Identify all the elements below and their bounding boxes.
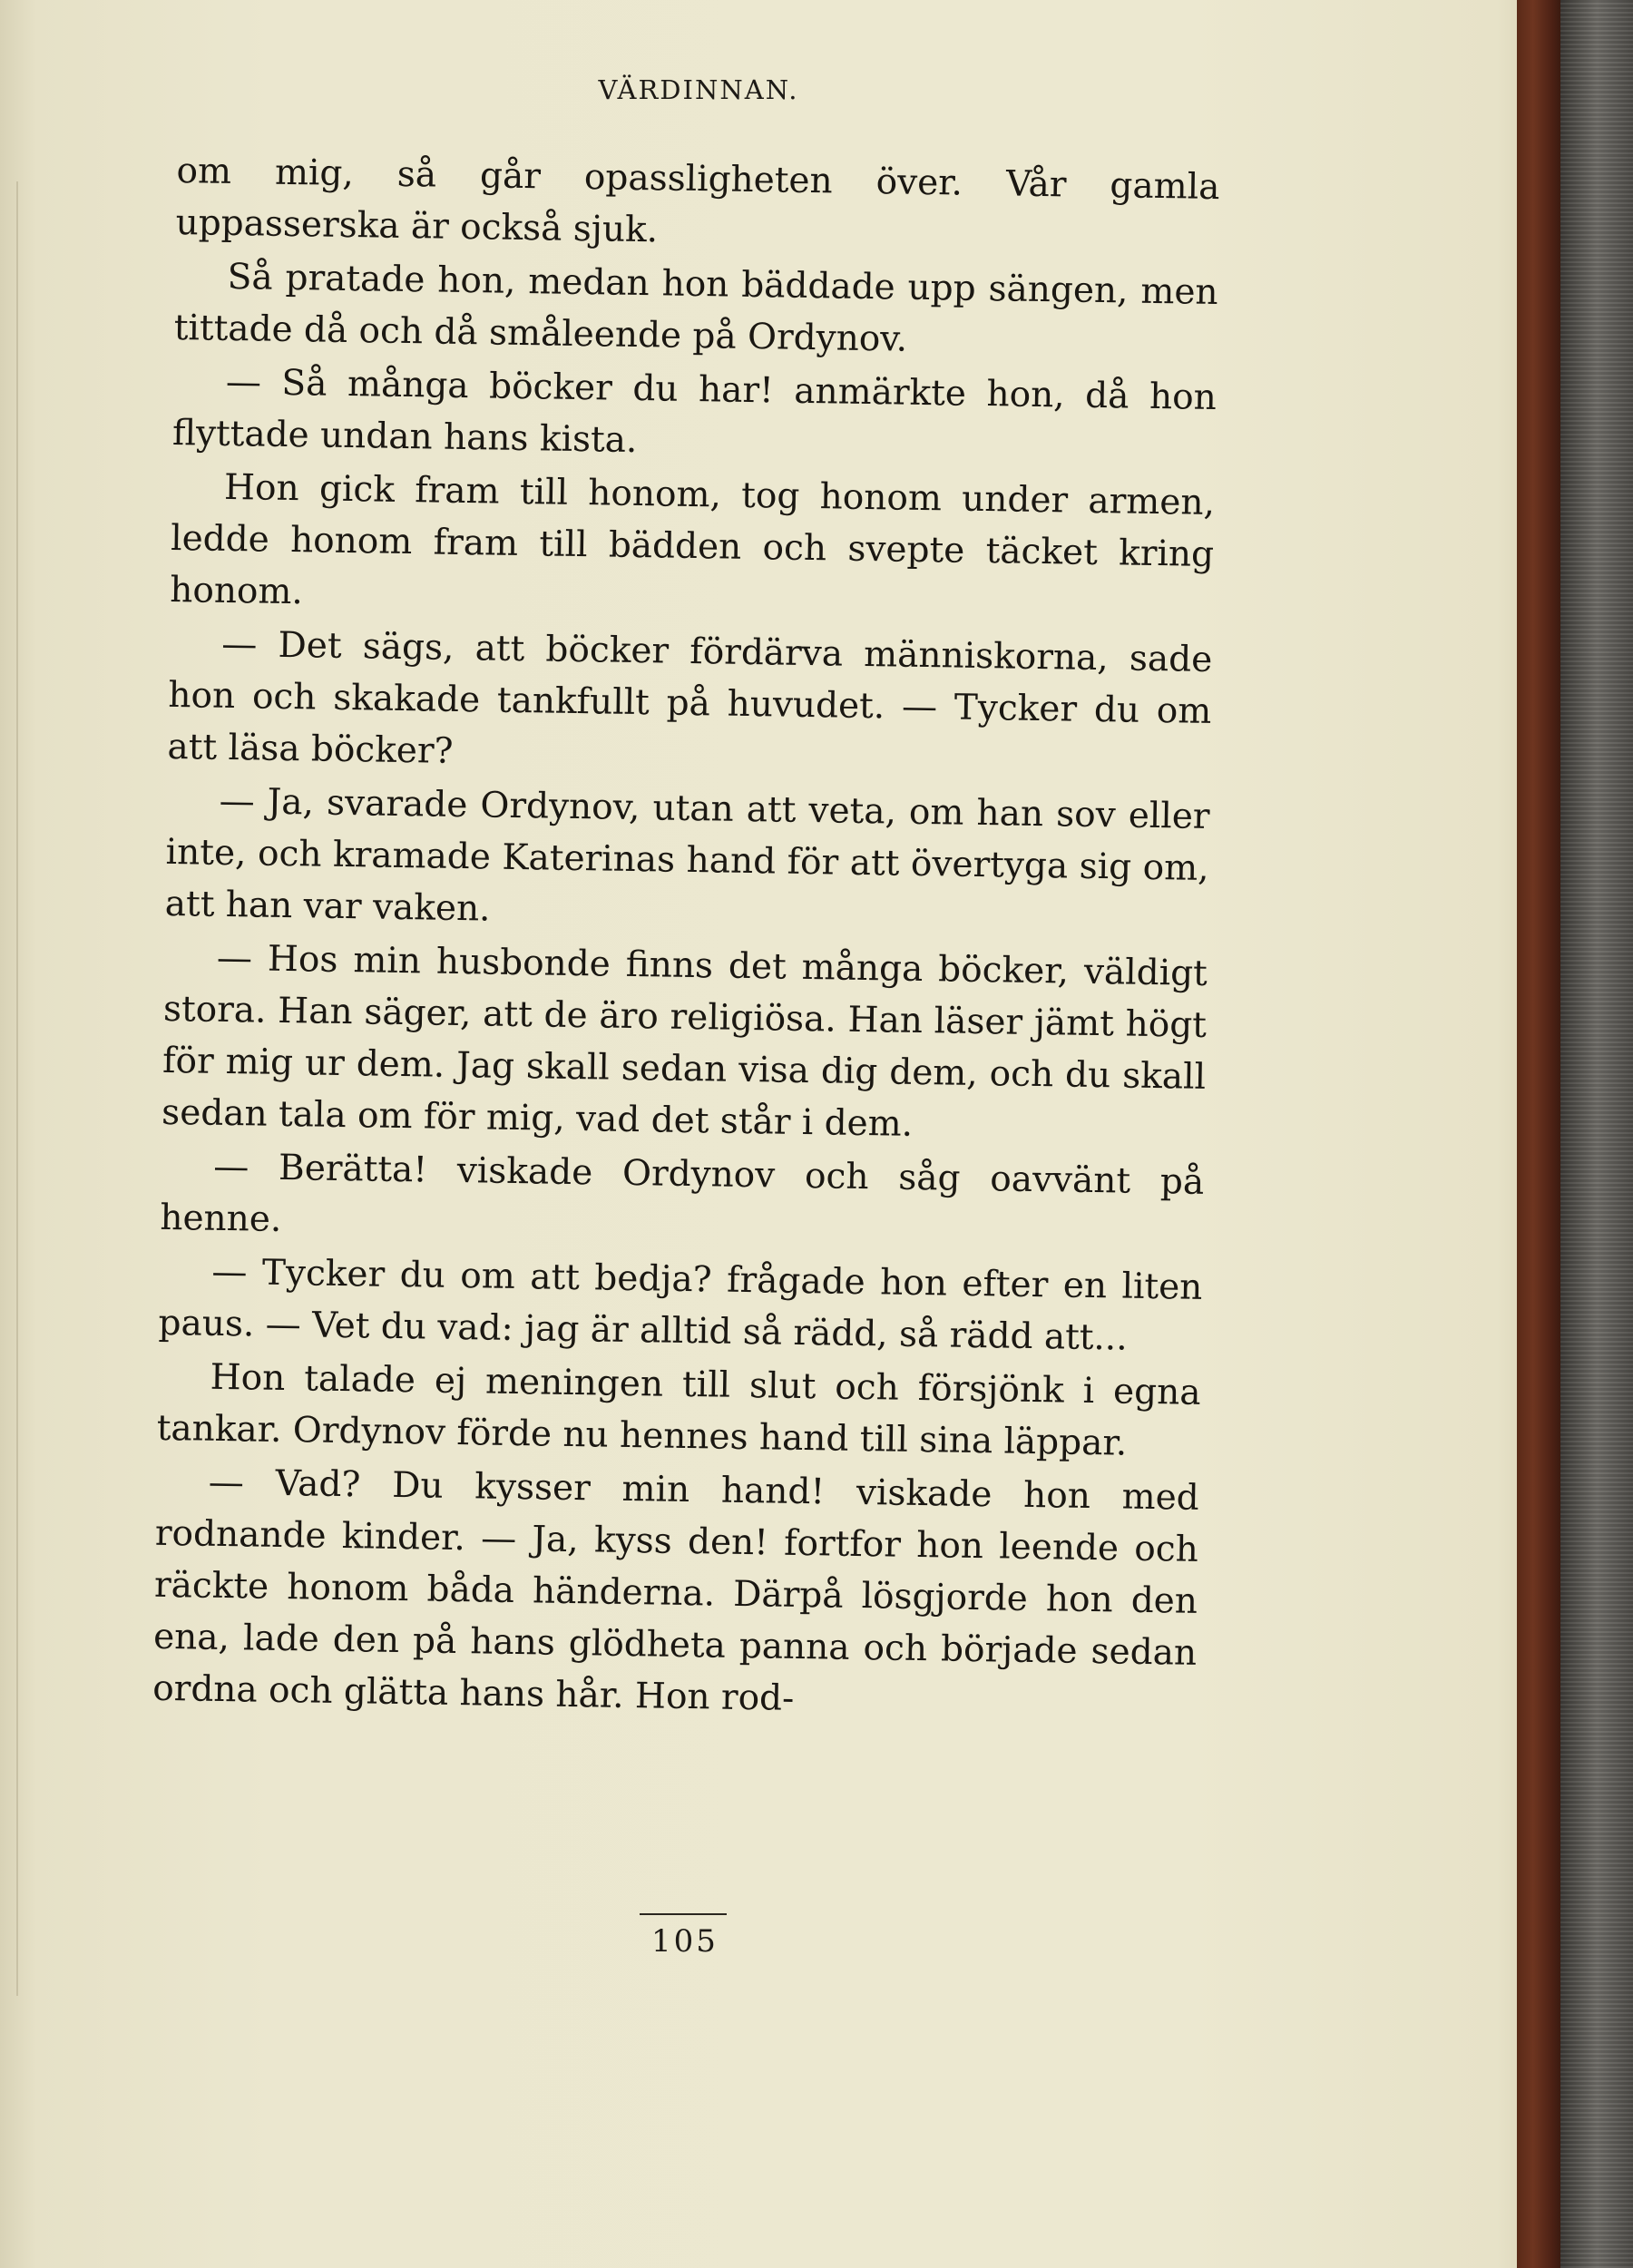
paragraph: Hon gick fram till honom, tog honom under armen, ledde honom fram till bädden och svepte täcket kring honom. [169,466,1216,613]
paragraph: — Det sägs, att böcker fördärva människorna, sade hon och skakade tankfullt på huvudet. — Tycker du om att läsa böcker? [167,623,1213,772]
running-head: VÄRDINNAN. [598,74,799,105]
paragraph: — Så många böcker du har! anmärkte hon, då hon flyttade undan hans kista. [171,361,1217,462]
paragraph: — Vad? Du kysser min hand! viskade hon med rodnande kinder. — Ja, kyss den! fortfor hon leende och räckte honom båda händerna. Därpå lösgjorde hon den ena, lade den på hans glödheta panna och började sedan ordna och glätta hans hår. Hon rod- [152,1461,1200,1719]
paragraph: om mig, så går opassligheten över. Vår gamla uppasserska är också sjuk. [175,150,1220,251]
paragraph: — Berätta! viskade Ordynov och såg oavvänt på henne. [160,1146,1205,1240]
paragraph: Hon talade ej meningen till slut och försjönk i egna tankar. Ordynov förde nu hennes hand till sina läppar. [156,1356,1201,1464]
page-gutter [16,181,34,1996]
book-cover-edge [1517,0,1560,2268]
body-text [152,145,1220,1733]
folio-rule [640,1913,727,1915]
paragraph: Så pratade hon, medan hon bäddade upp sängen, men tittade då och då småleende på Ordynov. [173,256,1218,360]
page-number: 105 [651,1923,719,1960]
paragraph: — Tycker du om att bedja? frågade hon efter en liten paus. — Vet du vad: jag är alltid så rädd, så rädd att... [158,1251,1203,1359]
book-cloth-background [1560,0,1633,2268]
paragraph: — Ja, svarade Ordynov, utan att veta, om han sov eller inte, och kramade Katerinas hand för att övertyga sig om, att han var vaken. [164,780,1210,930]
paragraph: — Hos min husbonde finns det många böcker, väldigt stora. Han säger, att de äro religiösa. Han läser jämt högt för mig ur dem. Jag skall sedan visa dig dem, och du skall sedan tala om för mig, vad det står i dem. [161,937,1208,1145]
